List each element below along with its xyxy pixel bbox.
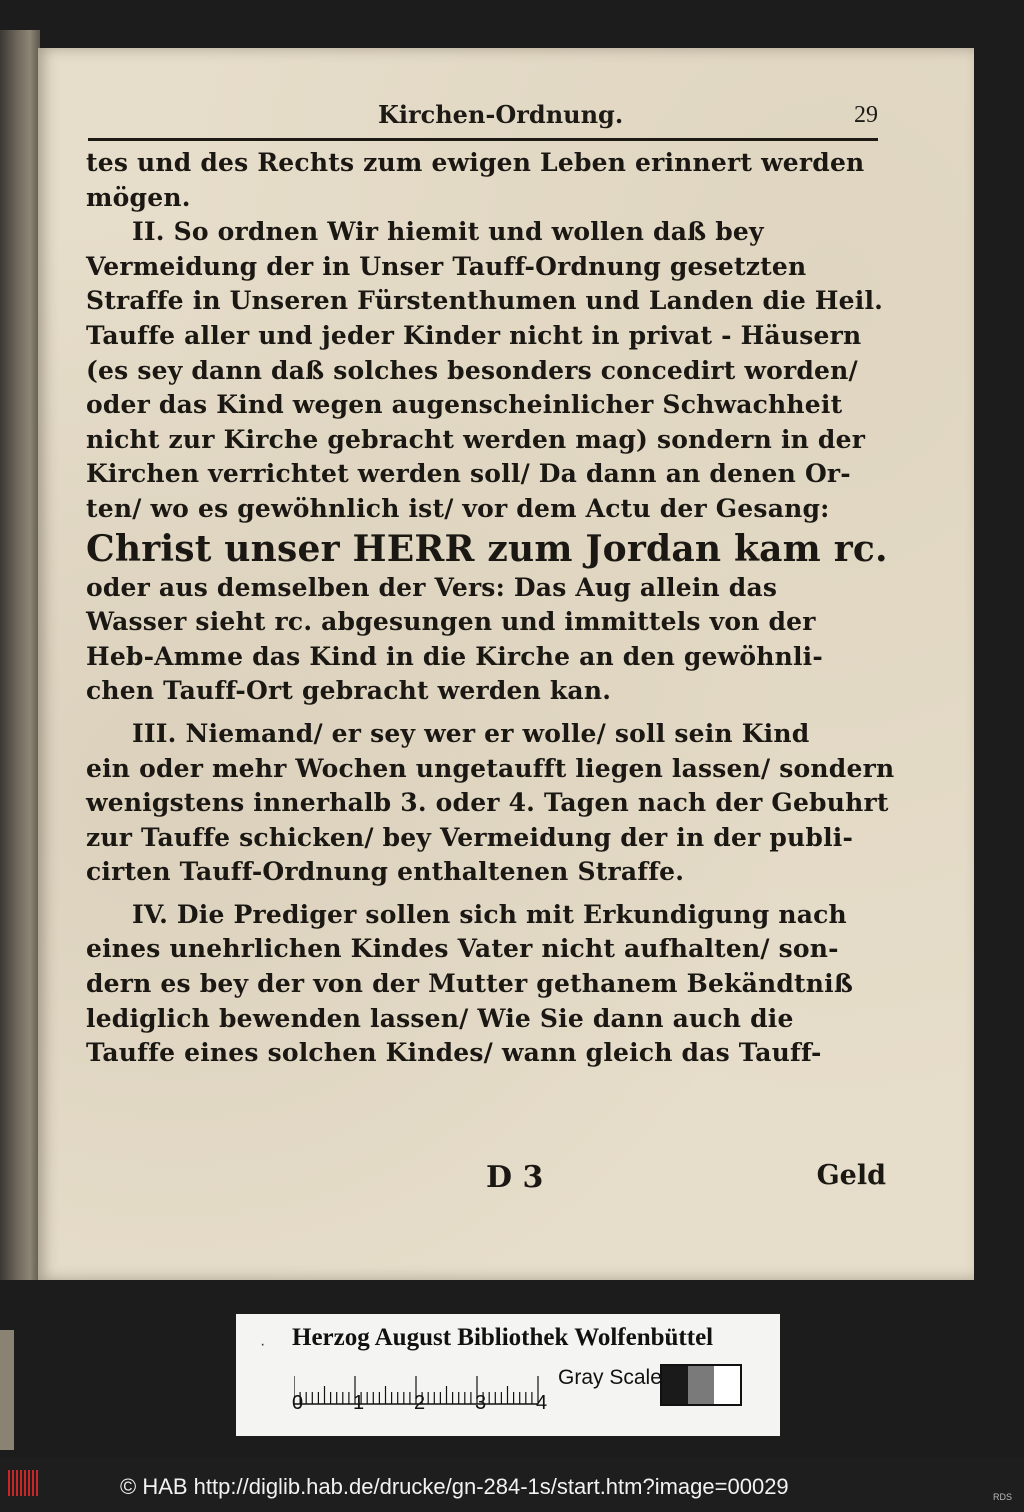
text-line: nicht zur Kirche gebracht werden mag) sondern in der xyxy=(86,424,866,454)
text-line: tes und des Rechts zum ewigen Leben erinnert werden xyxy=(86,148,865,177)
text-line: dern es bey der von der Mutter gethanem Bekändtniß xyxy=(86,969,854,999)
scale-label: 1 xyxy=(353,1392,365,1414)
text-line: oder aus demselben der Vers: Das Aug allein das xyxy=(86,572,778,602)
hab-logo-icon xyxy=(8,1470,38,1496)
catchword: Geld xyxy=(816,1160,886,1191)
paragraph-gap xyxy=(86,890,886,898)
gray-scale-label: Gray Scale xyxy=(558,1366,662,1389)
header-rule xyxy=(88,138,878,141)
text-line: II. So ordnen Wir hiemit und wollen daß bey xyxy=(132,217,764,247)
text-line: Vermeidung der in Unser Tauff-Ordnung gesetzten xyxy=(86,251,807,281)
card-dot: · xyxy=(260,1336,266,1353)
scale-label: 3 xyxy=(475,1392,487,1414)
text-line: IV. Die Prediger sollen sich mit Erkundigung nach xyxy=(132,899,847,929)
paragraph-gap xyxy=(86,709,886,717)
text-line: III. Niemand/ er sey wer er wolle/ soll sein Kind xyxy=(132,718,810,748)
scale-card xyxy=(236,1314,780,1436)
footer-bar xyxy=(0,1458,1024,1512)
text-line: cirten Tauff-Ordnung enthaltenen Straffe. xyxy=(86,857,685,887)
text-line: mögen. xyxy=(86,182,191,212)
text-line: Tauffe aller und jeder Kinder nicht in privat - Häusern xyxy=(86,320,862,350)
scale-label: 2 xyxy=(414,1392,426,1414)
gray-swatch xyxy=(688,1366,714,1404)
text-line: wenigstens innerhalb 3. oder 4. Tagen nach der Gebuhrt xyxy=(86,788,889,818)
text-line: Wasser sieht rc. abgesungen und immittels von der xyxy=(86,607,816,637)
page-footer-line xyxy=(86,1160,886,1200)
text-line: Tauffe eines solchen Kindes/ wann gleich das Tauff- xyxy=(86,1038,822,1068)
page-number: 29 xyxy=(854,102,878,128)
book-page xyxy=(38,48,974,1280)
footer-copyright: © HAB http://diglib.hab.de/drucke/gn-284-1s/start.htm?image=00029 xyxy=(120,1474,789,1499)
text-line: zur Tauffe schicken/ bey Vermeidung der in der publi- xyxy=(86,822,854,852)
text-line: chen Tauff-Ort gebracht werden kan. xyxy=(86,676,612,706)
page-header xyxy=(88,100,878,136)
gray-swatch xyxy=(714,1366,740,1404)
signature-mark: D 3 xyxy=(486,1160,544,1195)
gray-swatch xyxy=(662,1366,688,1404)
gray-swatches xyxy=(660,1364,742,1406)
footer-tag: RDS xyxy=(992,1492,1012,1502)
hymn-title-line: Christ unser HERR zum Jordan kam rc. xyxy=(86,527,888,570)
text-line: Heb-Amme das Kind in die Kirche an den gewöhnli- xyxy=(86,641,823,671)
text-line: Kirchen verrichtet werden soll/ Da dann an denen Or- xyxy=(86,459,851,489)
text-line: (es sey dann daß solches besonders concedirt worden/ xyxy=(86,355,858,385)
text-line: eines unehrlichen Kindes Vater nicht aufhalten/ son- xyxy=(86,934,839,964)
book-edge xyxy=(0,30,40,1280)
scale-label: 0 xyxy=(292,1392,304,1414)
book-edge-lower xyxy=(0,1330,14,1450)
text-line: lediglich bewenden lassen/ Wie Sie dann auch die xyxy=(86,1003,794,1033)
body-text xyxy=(86,146,895,1071)
text-line: oder das Kind wegen augenscheinlicher Schwachheit xyxy=(86,390,843,420)
scale-label: 4 xyxy=(536,1392,548,1414)
text-line: ten/ wo es gewöhnlich ist/ vor dem Actu der Gesang: xyxy=(86,493,830,523)
running-head: Kirchen-Ordnung. xyxy=(378,100,624,129)
library-title: Herzog August Bibliothek Wolfenbüttel xyxy=(292,1324,714,1351)
text-line: Straffe in Unseren Fürstenthumen und Landen die Heil. xyxy=(86,286,884,316)
text-line: ein oder mehr Wochen ungetaufft liegen lassen/ sondern xyxy=(86,753,895,783)
